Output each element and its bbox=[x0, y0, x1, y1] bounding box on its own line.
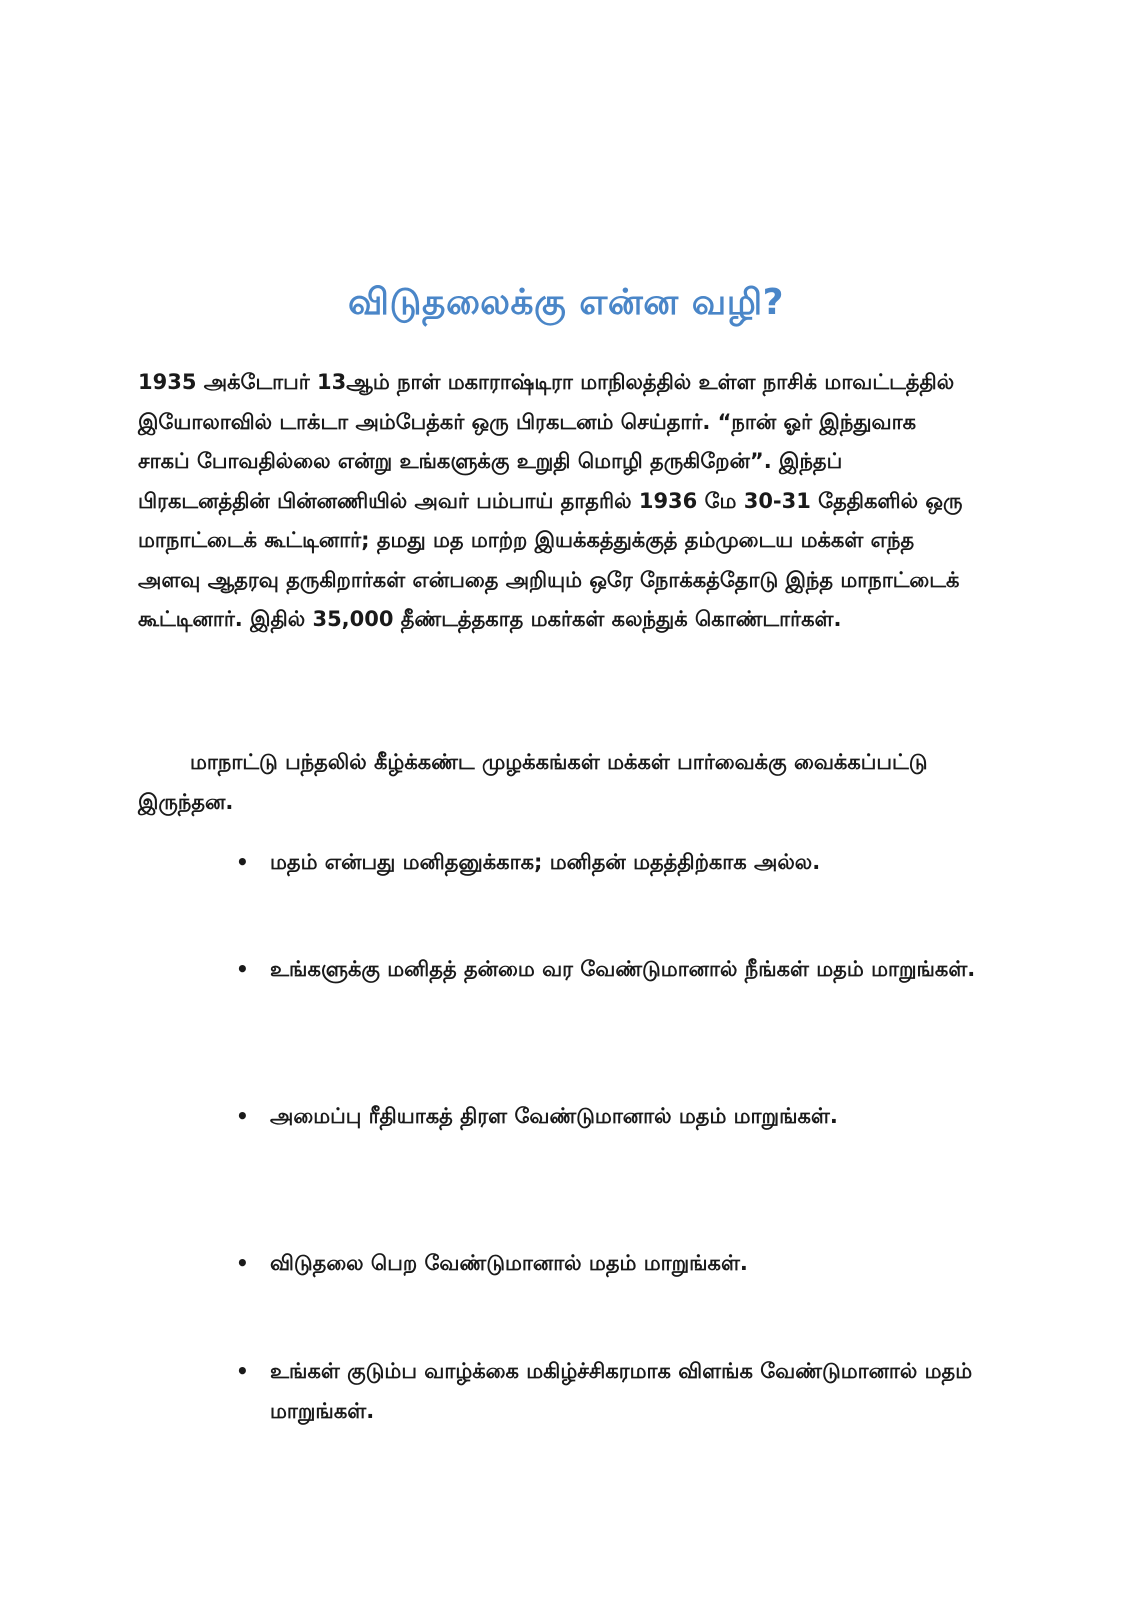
slogan-text: மதம் என்பது மனிதனுக்காக; மனிதன் மதத்திற்காக அல்ல. bbox=[270, 850, 821, 874]
list-item bbox=[236, 843, 990, 883]
intro-paragraph: 1935 அக்டோபர் 13ஆம் நாள் மகாராஷ்டிரா மாநிலத்தில் உள்ள நாசிக் மாவட்டத்தில் இயோலாவில் டாக்டா அம்பேத்கர் ஒரு பிரகடனம் செய்தார். “நான் ஓர் இந்துவாக சாகப் போவதில்லை என்று உங்களுக்கு உறுதி மொழி தருகிறேன்”. இந்தப் பிரகடனத்தின் பின்னணியில் அவர் பம்பாய் தாதரில் 1936 மே 30-31 தேதிகளில் ஒரு மாநாட்டைக் கூட்டினார்; தமது மத மாற்ற இயக்கத்துக்குத் தம்முடைய மக்கள் எந்த அளவு ஆதரவு தருகிறார்கள் என்பதை அறியும் ஒரே நோக்கத்தோடு இந்த மாநாட்டைக் கூட்டினார். இதில் 35,000 தீண்டத்தகாத மகர்கள் கலந்துக் கொண்டார்கள். bbox=[138, 370, 963, 631]
page-title: விடுதலைக்கு என்ன வழி? bbox=[347, 282, 785, 323]
slogan-text: விடுதலை பெற வேண்டுமானால் மதம் மாறுங்கள். bbox=[270, 1251, 748, 1275]
slogan-text: உங்கள் குடும்ப வாழ்க்கை மகிழ்ச்சிகரமாக விளங்க வேண்டுமானால் மதம் மாறுங்கள். bbox=[270, 1359, 973, 1423]
list-item bbox=[236, 1097, 990, 1137]
bullet-icon: • bbox=[236, 850, 249, 874]
list-item bbox=[236, 1352, 990, 1431]
bullet-icon: • bbox=[236, 1359, 249, 1383]
list-item bbox=[236, 1244, 990, 1284]
bullet-icon: • bbox=[236, 957, 249, 981]
slogan-text: அமைப்பு ரீதியாகத் திரள வேண்டுமானால் மதம் மாறுங்கள். bbox=[270, 1104, 838, 1128]
bullet-icon: • bbox=[236, 1251, 249, 1275]
list-item bbox=[236, 950, 990, 990]
slogan-text: உங்களுக்கு மனிதத் தன்மை வர வேண்டுமானால் நீங்கள் மதம் மாறுங்கள். bbox=[270, 957, 976, 981]
slogans-intro-paragraph: மாநாட்டு பந்தலில் கீழ்க்கண்ட முழக்கங்கள் மக்கள் பார்வைக்கு வைக்கப்பட்டு இருந்தன. bbox=[138, 750, 928, 814]
bullet-icon: • bbox=[236, 1104, 249, 1128]
